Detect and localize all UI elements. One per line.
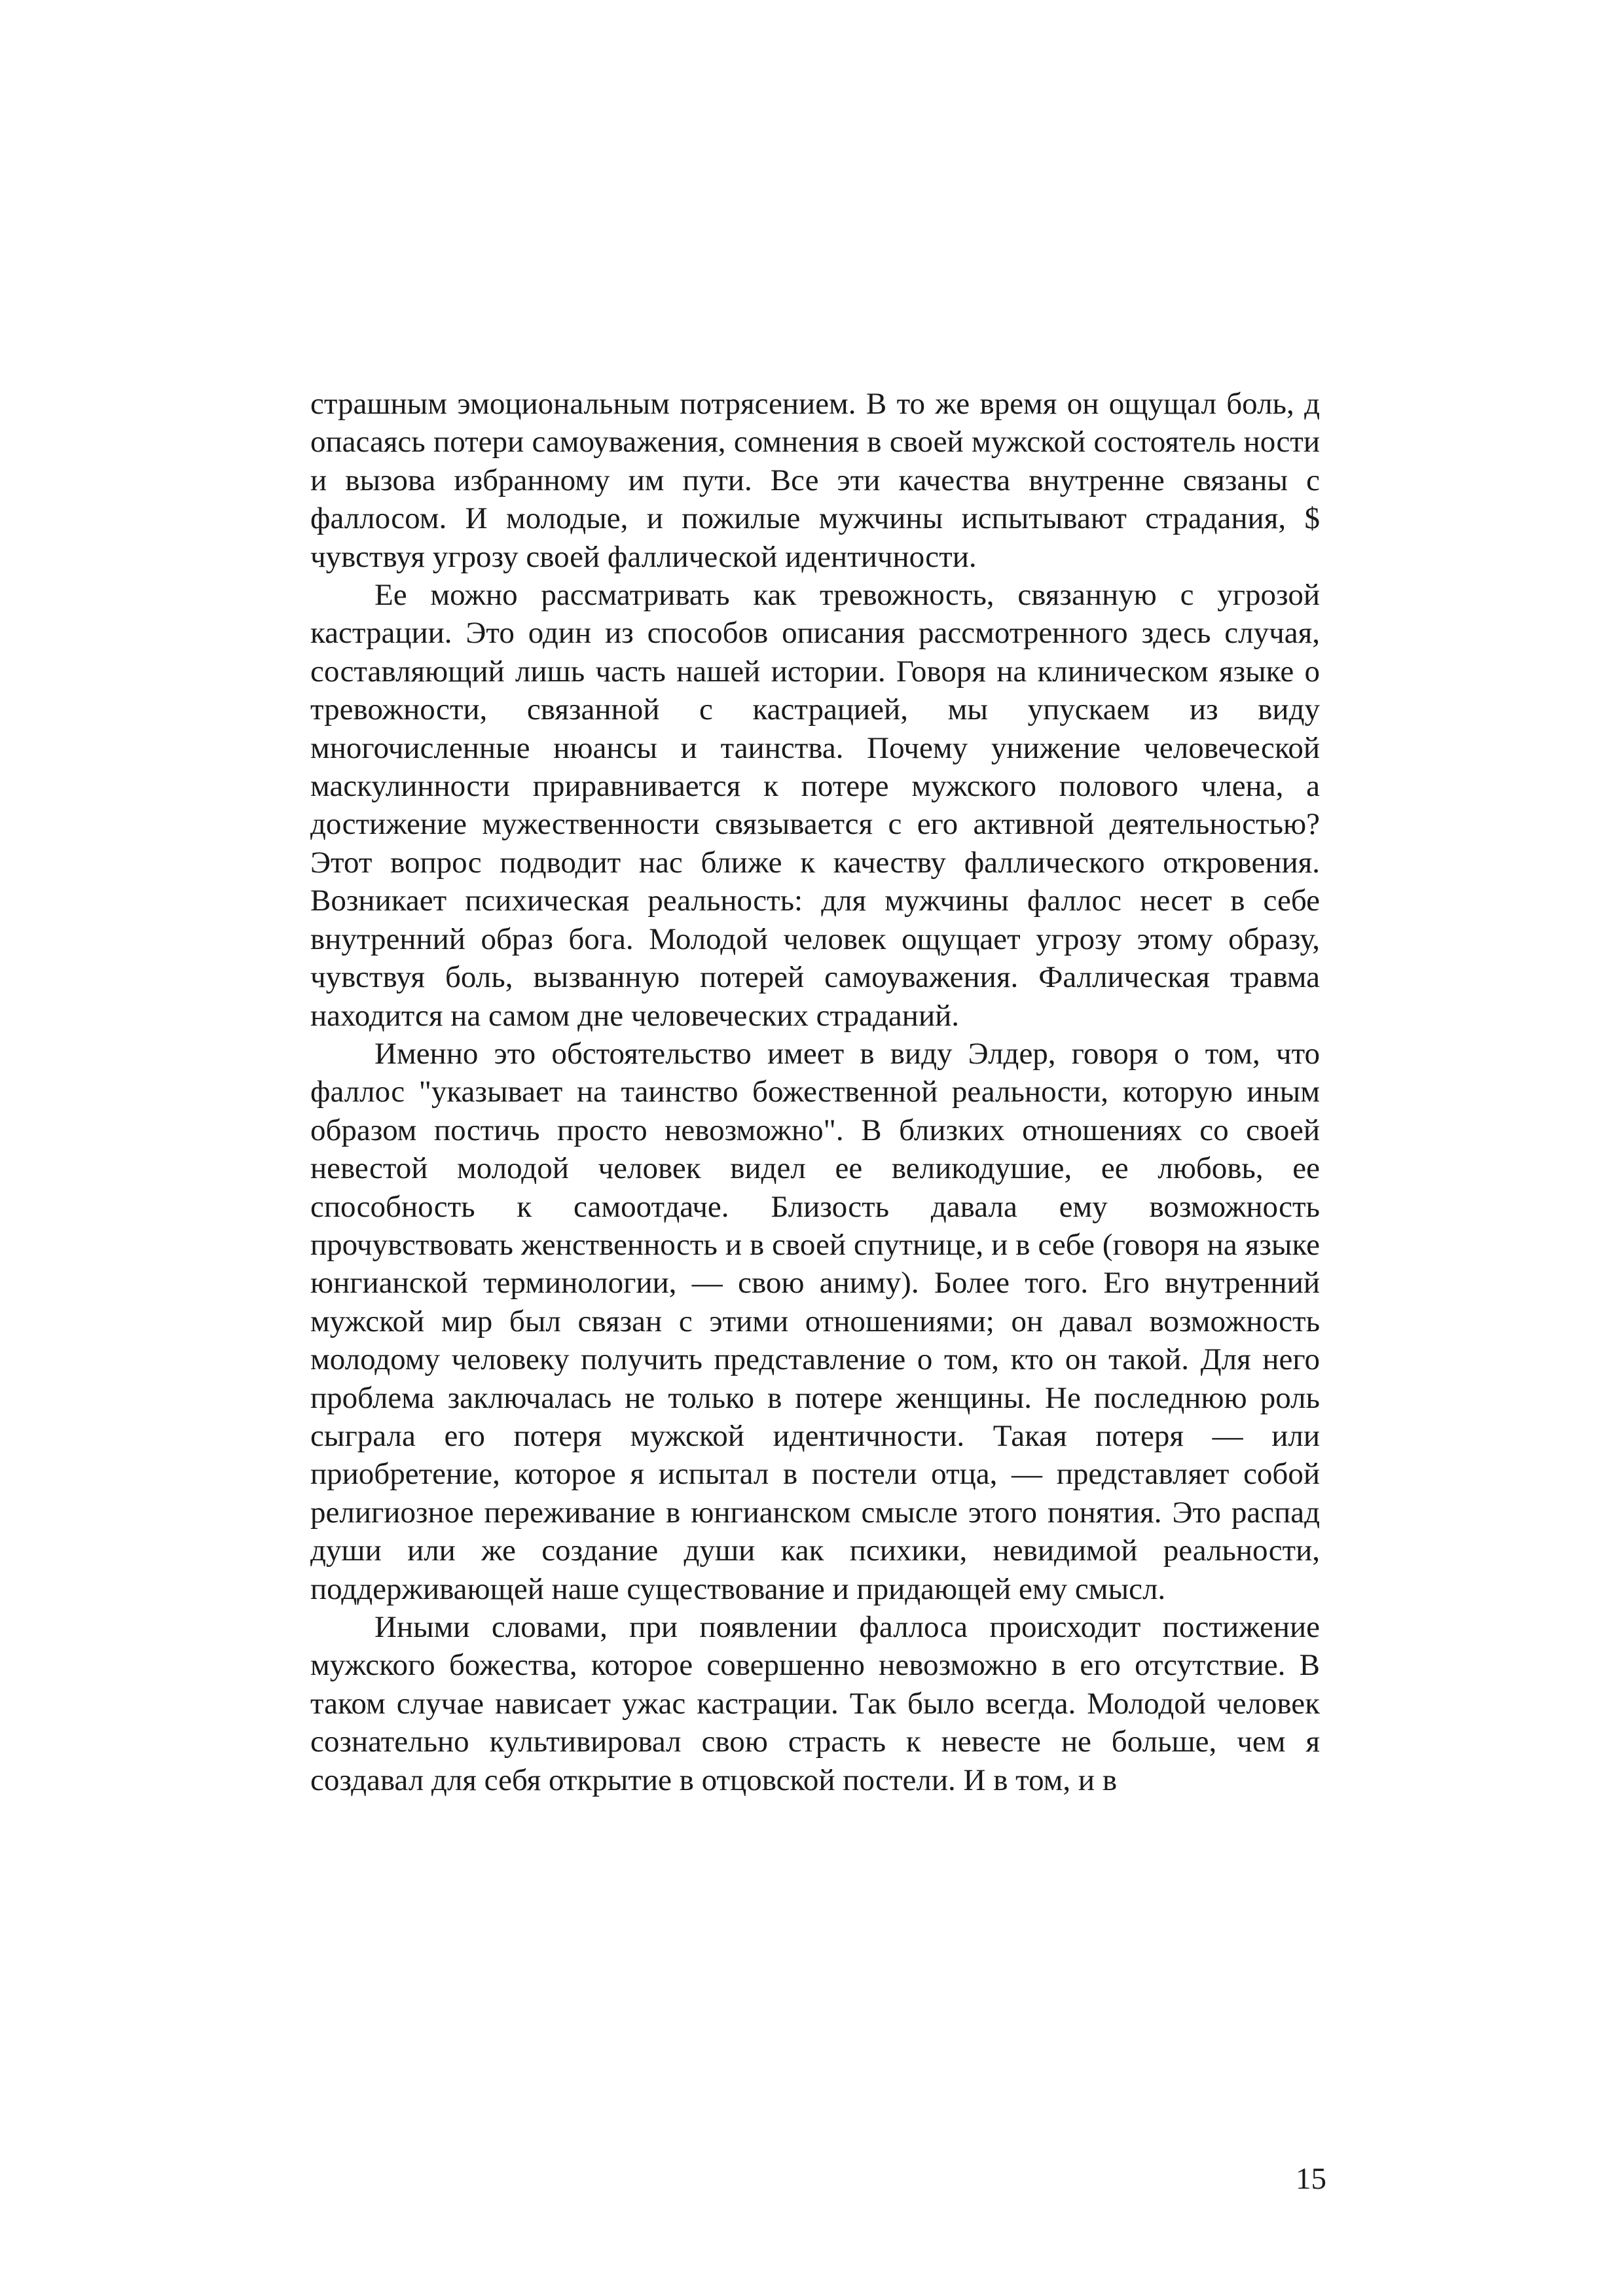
body-text xyxy=(310,385,1320,1799)
paragraph-4: Иными словами, при появлении фаллоса происходит постижение мужского божества, которое совершенно невозможно в его отсутствие. В таком случае нависает ужас кастрации. Так было всегда. Молодой человек сознательно культивировал свою страсть к невесте не больше, чем я создавал для себя открытие в отцовской постели. И в том, и в xyxy=(310,1610,1320,1797)
page-number: 15 xyxy=(1296,2162,1326,2196)
paragraph-1: страшным эмоциональным потрясением. В то же время он ощущал боль, д опасаясь потери самоуважения, сомнения в своей мужской состоятель ности и вызова избранному им пути. Все эти качества внутренне связаны с фаллосом. И молодые, и пожилые мужчины испытывают страдания, $ чувствуя угрозу своей фаллической идентичности. xyxy=(310,387,1320,574)
paragraph-3: Именно это обстоятельство имеет в виду Элдер, говоря о том, что фаллос "указывает на таинство божественной реальности, которую иным образом постичь просто невозможно". В близких отношениях со своей невестой молодой человек видел ее великодушие, ее любовь, ее способность к самоотдаче. Близость давала ему возможность прочувствовать женственность и в своей спутнице, и в себе (говоря на языке юнгианской терминологии, — свою аниму). Более того. Его внутренний мужской мир был связан с этими отношениями; он давал возможность молодому человеку получить представление о том, кто он такой. Для него проблема заключалась не только в потере женщины. Не последнюю роль сыграла его потеря мужской идентичности. Такая потеря — или приобретение, которое я испытал в постели отца, — представляет собой религиозное переживание в юнгианском смысле этого понятия. Это распад души или же создание души как психики, невидимой реальности, поддерживающей наше существование и придающей ему смысл. xyxy=(310,1036,1320,1606)
paragraph-2: Ее можно рассматривать как тревожность, связанную с угрозой кастрации. Это один из способов описания рассмотренного здесь случая, составляющий лишь часть нашей истории. Говоря на клиническом языке о тревожности, связанной с кастрацией, мы упускаем из виду многочисленные нюансы и таинства. Почему унижение человеческой маскулинности приравнивается к потере мужского полового члена, а достижение мужественности связывается с его активной деятельностью? Этот вопрос подводит нас ближе к качеству фаллического откровения. Возникает психическая реальность: для мужчины фаллос несет в себе внутренний образ бога. Молодой человек ощущает угрозу этому образу, чувствуя боль, вызванную потерей самоуважения. Фаллическая травма находится на самом дне человеческих страданий. xyxy=(310,578,1320,1033)
